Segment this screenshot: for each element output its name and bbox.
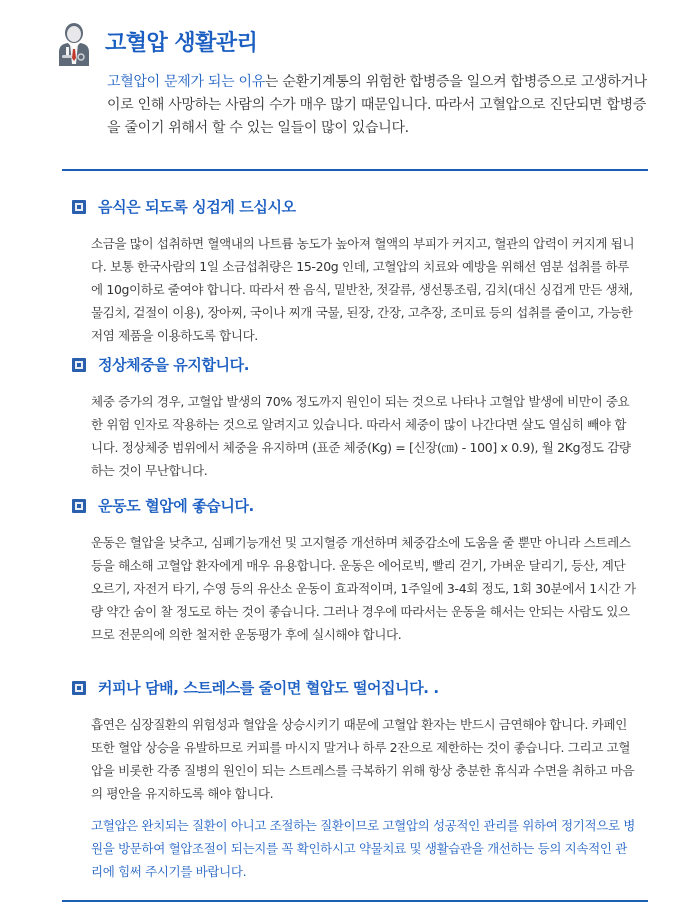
section-body: 운동은 혈압을 낮추고, 심폐기능개선 및 고지혈증 개선하며 체중감소에 도움을 줄 뿐만 아니라 스트레스 등을 해소해 고혈압 환자에게 매우 유용합니다. 운동은 에어로빅, 빨리 걷기, 가벼운 달리기, 등산, 계단 오르기, 자전거 타기, 수영 등의 유산소 운동이 효과적이며, 1주일에 3-4회 정도, 1회 30분에서 1시간 가량 약간 숨이 찰 정도로 하는 것이 좋습니다. 그러나 경우에 따라서는 운동을 해서는 안되는 사람도 있으므로 전문의에 의한 철저한 운동평가 후에 실시해야 합니다. [91, 535, 636, 642]
intro-highlight: 고혈압이 문제가 되는 이유 [107, 74, 265, 90]
section-coffee-smoking-stress [72, 677, 642, 805]
closing-paragraph: 고혈압은 완치되는 질환이 아니고 조절하는 질환이므로 고혈압의 성공적인 관리를 위하여 정기적으로 병원을 방문하여 혈압조절이 되는지를 꼭 확인하시고 약물치료 및 생활습관을 개선하는 등의 지속적인 관리에 힘써 주시기를 바랍니다. [91, 818, 636, 879]
section-title: 정상체중을 유지합니다. [98, 356, 250, 374]
top-divider [62, 169, 648, 171]
section-title: 커피나 담배, 스트레스를 줄이면 혈압도 떨어집니다. . [98, 679, 439, 697]
section-body: 흡연은 심장질환의 위험성과 혈압을 상승시키기 때문에 고혈압 환자는 반드시 금연해야 합니다. 카페인 또한 혈압 상승을 유발하므로 커피를 마시지 말거나 하루 2잔으로 제한하는 것이 좋습니다. 그리고 고혈압을 비롯한 각종 질병의 원인이 되는 스트레스를 극복하기 위해 항상 충분한 휴식과 수면을 취하고 마음의 평안을 유지하도록 해야 합니다. [91, 717, 635, 801]
section-header [72, 354, 642, 378]
bottom-divider [62, 900, 648, 902]
square-bullet-icon [72, 200, 86, 214]
section-weight [72, 354, 642, 482]
intro-paragraph [107, 71, 657, 140]
square-bullet-icon [72, 499, 86, 513]
section-title: 음식은 되도록 싱겁게 드십시오 [98, 198, 296, 216]
section-header [72, 196, 642, 220]
section-header [72, 495, 642, 519]
intro-text: 는 순환기계통의 위험한 합병증을 일으켜 합병증으로 고생하거나 이로 인해 사망하는 사람의 수가 매우 많기 때문입니다. 따라서 고혈압으로 진단되면 합병증을 줄이기 위해서 할 수 있는 일들이 많이 있습니다. [107, 74, 647, 136]
section-body: 소금을 많이 섭취하면 혈액내의 나트륨 농도가 높아져 혈액의 부피가 커지고, 혈관의 압력이 커지게 됩니다. 보통 한국사람의 1일 소금섭취량은 15-20g 인데, 고혈압의 치료와 예방을 위해선 염분 섭취를 하루에 10g이하로 줄여야 합니다. 따라서 짠 음식, 밑반찬, 젓갈류, 생선통조림, 김치(대신 싱겁게 만든 생채, 물김치, 겉절이 이용), 장아찌, 국이나 찌개 국물, 된장, 간장, 고추장, 조미료 등의 섭취를 줄이고, 가능한 저염 제품을 이용하도록 합니다. [91, 236, 635, 343]
section-diet [72, 196, 642, 347]
page-title: 고혈압 생활관리 [105, 31, 258, 56]
doctor-icon [55, 20, 93, 66]
header [55, 18, 695, 68]
square-bullet-icon [72, 358, 86, 372]
section-exercise [72, 495, 642, 646]
section-body: 체중 증가의 경우, 고혈압 발생의 70% 정도까지 원인이 되는 것으로 나타나 고혈압 발생에 비만이 중요한 위험 인자로 작용하는 것으로 알려지고 있습니다. 따라서 체중이 많이 나간다면 살도 열심히 빼야 합니다. 정상체중 범위에서 체중을 유지하며 (표준 체중(Kg) = [신장(㎝) - 100] x 0.9), 월 2Kg정도 감량하는 것이 무난합니다. [91, 394, 631, 478]
section-title: 운동도 혈압에 좋습니다. [98, 497, 254, 515]
square-bullet-icon [72, 681, 86, 695]
section-header [72, 677, 642, 701]
